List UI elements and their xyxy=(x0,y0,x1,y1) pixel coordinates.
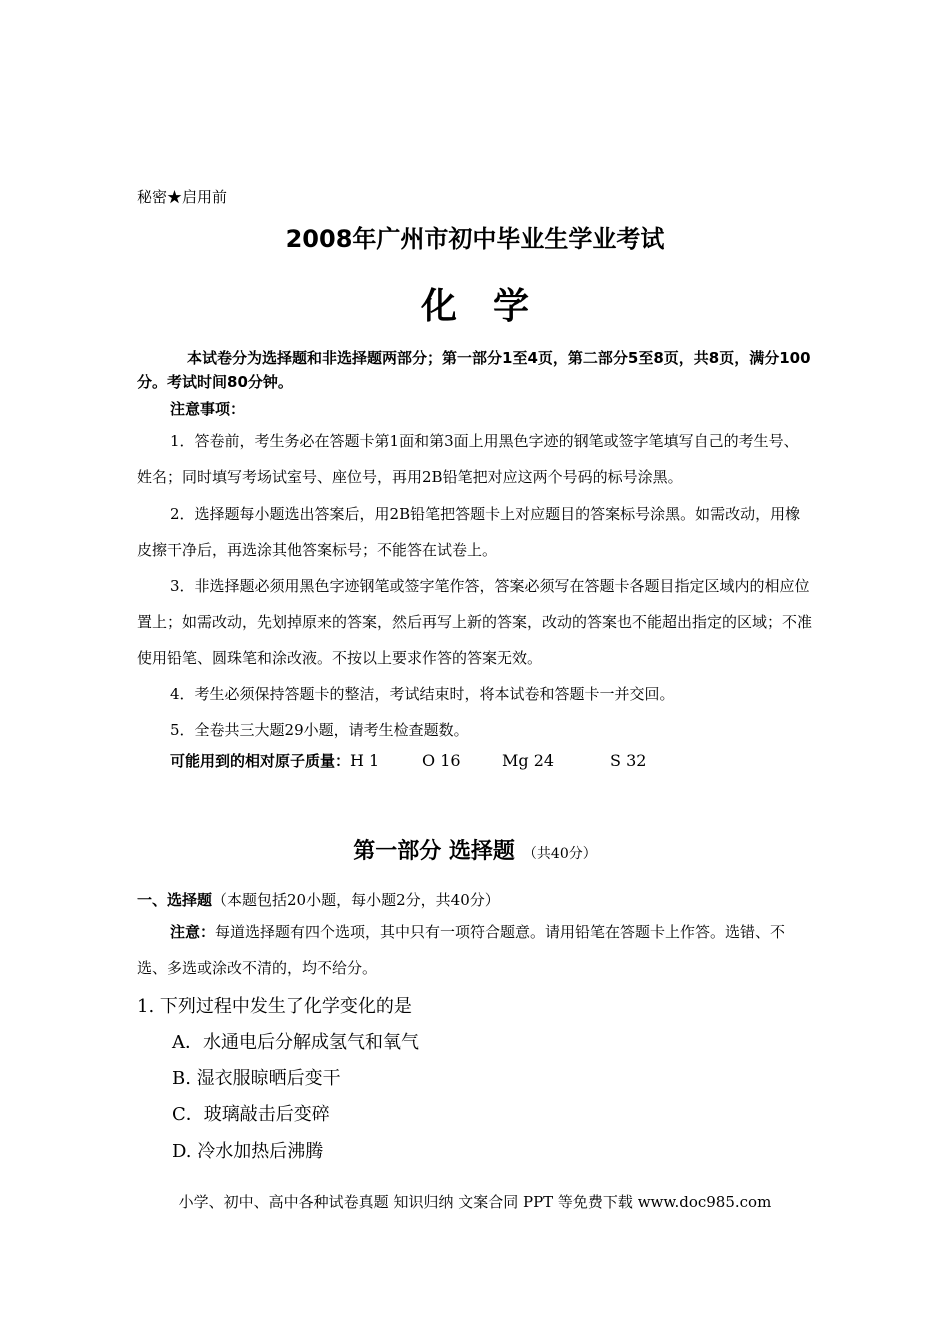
part-one-heading xyxy=(0,834,950,865)
notice-item-2: 2．选择题每小题选出答案后，用2B铅笔把答题卡上对应题目的答案标号涂黑。如需改动，用橡皮擦干净后，再选涂其他答案标号；不能答在试卷上。 xyxy=(137,505,801,559)
section-one-note xyxy=(137,914,813,986)
question-1-stem: 1. 下列过程中发生了化学变化的是 xyxy=(137,996,412,1017)
section-one-desc: （本题包括20小题，每小题2分，共40分） xyxy=(212,891,500,909)
question-1-option-c: C．玻璃敲击后变碎 xyxy=(172,1104,330,1125)
notice-item-1: 1．答卷前，考生务必在答题卡第1面和第3面上用黑色字迹的钢笔或签字笔填写自己的考生号、姓名；同时填写考场试室号、座位号，再用2B铅笔把对应这两个号码的标号涂黑。 xyxy=(137,432,799,486)
atomic-mass-h: H 1 xyxy=(350,751,380,770)
confidential-mark: 秘密★启用前 xyxy=(137,188,228,206)
atomic-mass-o: O 16 xyxy=(422,751,461,770)
notice-item-5: 5．全卷共三大题29小题，请考生检查题数。 xyxy=(170,721,469,739)
part-one-title: 第一部分 选择题 xyxy=(353,839,515,864)
notice-item-4: 4．考生必须保持答题卡的整洁，考试结束时，将本试卷和答题卡一并交回。 xyxy=(170,685,675,703)
note-text: 每道选择题有四个选项，其中只有一项符合题意。请用铅笔在答题卡上作答。选错、不选、多选或涂改不清的，均不给分。 xyxy=(137,923,786,977)
exam-intro: 本试卷分为选择题和非选择题两部分；第一部分1至4页，第二部分5至8页，共8页，满分100分。考试时间80分钟。 xyxy=(137,349,811,391)
part-one-score: （共40分） xyxy=(522,846,597,862)
atomic-mass-mg: Mg 24 xyxy=(502,751,555,770)
question-1-option-b: B. 湿衣服晾晒后变干 xyxy=(172,1068,341,1089)
exam-title: 2008年广州市初中毕业生学业考试 xyxy=(285,225,665,253)
atomic-mass-label: 可能用到的相对原子质量： xyxy=(170,752,351,770)
subject-title: 化学 xyxy=(420,286,565,327)
section-one-title: 一、选择题 xyxy=(137,891,213,909)
page-footer: 小学、初中、高中各种试卷真题 知识归纳 文案合同 PPT 等免费下载 www.doc985.com xyxy=(178,1193,772,1211)
notice-item-3: 3．非选择题必须用黑色字迹钢笔或签字笔作答，答案必须写在答题卡各题目指定区域内的相应位置上；如需改动，先划掉原来的答案，然后再写上新的答案，改动的答案也不能超出指定的区域；不准使用铅笔、圆珠笔和涂改液。不按以上要求作答的答案无效。 xyxy=(137,577,813,667)
atomic-mass-line xyxy=(170,750,646,771)
notice-heading: 注意事项： xyxy=(170,400,246,418)
question-1-option-a: A．水通电后分解成氢气和氧气 xyxy=(172,1032,419,1053)
note-label: 注意： xyxy=(170,923,216,941)
section-one-heading xyxy=(137,889,500,910)
question-1-option-d: D. 冷水加热后沸腾 xyxy=(172,1141,324,1162)
atomic-mass-s: S 32 xyxy=(610,751,647,770)
